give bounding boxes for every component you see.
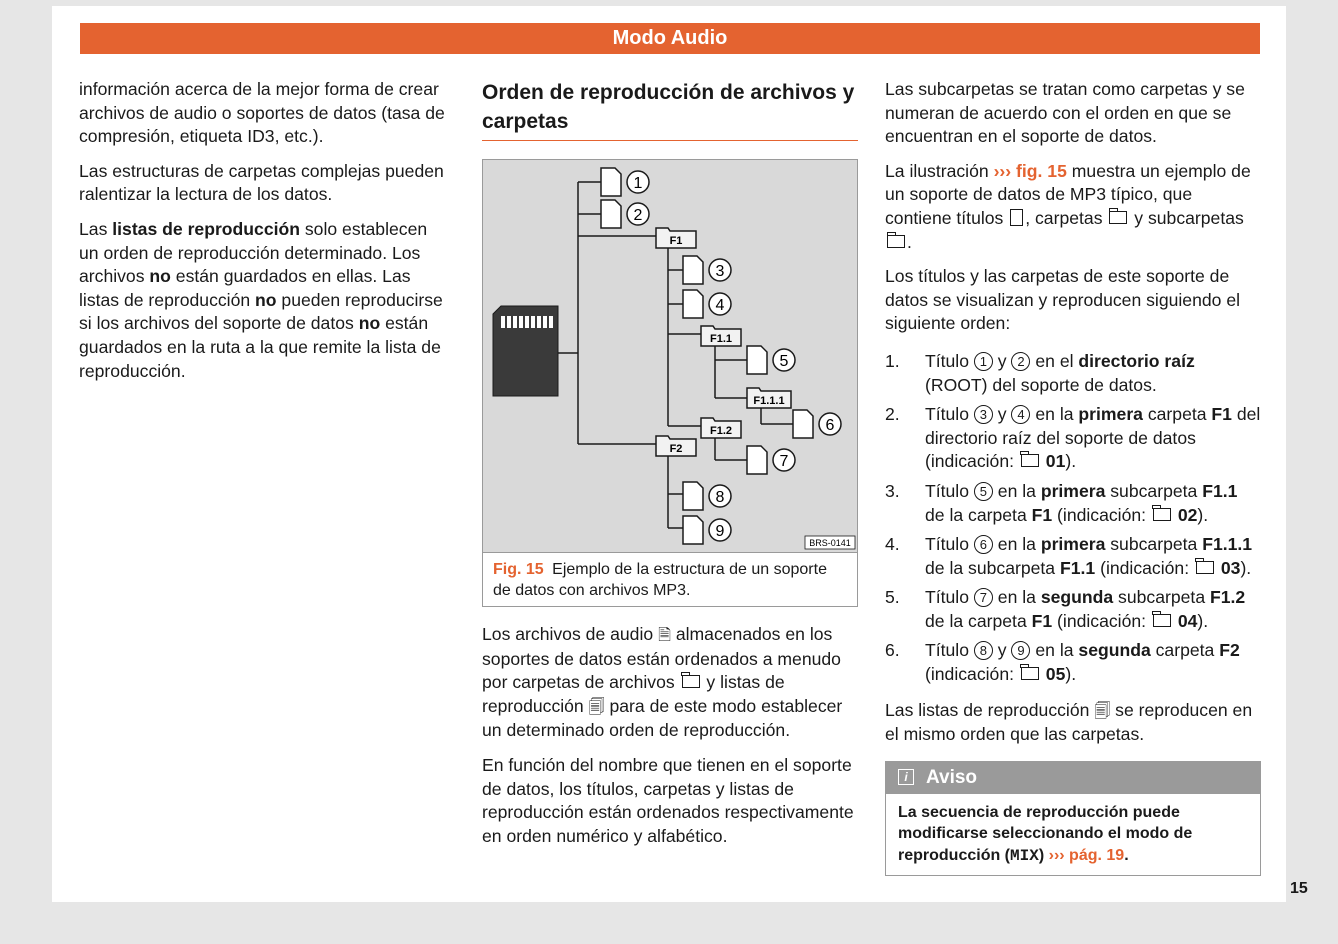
- track-number: 3: [715, 263, 725, 280]
- figure-caption: Fig. 15 Ejemplo de la estructura de un soporte de datos con archivos MP3.: [493, 561, 827, 599]
- paragraph: información acerca de la mejor forma de crear archivos de audio o soportes de datos (tasa de compresión, etiqueta ID3, etc.).: [79, 79, 445, 147]
- track-node: [683, 256, 731, 284]
- notice-body: La secuencia de reproducción puede modificarse seleccionando el modo de reproducción (MIX) ››› pág. 19.: [898, 803, 1193, 865]
- folder-label: F1: [669, 235, 683, 247]
- page-number: 15: [1290, 880, 1308, 897]
- track-number: 4: [715, 297, 725, 314]
- folder-icon: [1109, 211, 1127, 224]
- figure-link[interactable]: fig. 15: [1016, 160, 1067, 181]
- figure: [482, 159, 858, 607]
- folder-icon: [1153, 508, 1171, 521]
- list-item: 4. Título 6 en la primera subcarpeta F1.1.1 de la subcarpeta F1.1 (indicación: 03).: [885, 534, 1253, 578]
- notice-box: [885, 761, 1261, 877]
- column-middle: [482, 78, 858, 859]
- track-node: [601, 200, 649, 228]
- track-icon: [1010, 209, 1023, 226]
- paragraph: Las listas de reproducción solo establecen un orden de reproducción determinado. Los archivos no están guardados en ellas. Las listas de reproducción no pueden reproducirse si los archivos del soporte de datos no están guardados en la ruta a la que remite la lista de reproducción.: [79, 218, 443, 381]
- audio-file-icon: 🗎: [658, 627, 671, 644]
- track-number: 8: [715, 489, 725, 506]
- folder-node: [656, 228, 696, 248]
- track-number: 2: [633, 207, 643, 224]
- paragraph: Los títulos y las carpetas de este soporte de datos se visualizan y reproducen siguiendo el siguiente orden:: [885, 266, 1241, 334]
- track-node: [683, 290, 731, 318]
- list-item: 5. Título 7 en la segunda subcarpeta F1.2 de la carpeta F1 (indicación: 04).: [885, 587, 1246, 631]
- paragraph: Las subcarpetas se tratan como carpetas y se numeran de acuerdo con el orden en que se encuentran en el soporte de datos.: [885, 79, 1245, 147]
- folder-icon: [1153, 614, 1171, 627]
- link-arrow: ›››: [993, 160, 1012, 181]
- paragraph: Los archivos de audio 🗎 almacenados en los soportes de datos están ordenados a menudo por carpetas de archivos y listas de reproducción 🗐 para de este modo establecer un determinado orden de reproducción.: [482, 624, 843, 741]
- figure-label: Fig. 15: [493, 561, 544, 578]
- column-right: [885, 78, 1261, 876]
- track-number-badge: 2: [1011, 352, 1030, 371]
- paragraph: En función del nombre que tienen en el soporte de datos, los títulos, carpetas y listas de reproducción están ordenados respectivamente en orden numérico y alfabético.: [482, 754, 854, 846]
- track-node: [683, 516, 731, 544]
- folder-node: [701, 418, 741, 438]
- track-number-badge: 5: [974, 482, 993, 501]
- column-left: [79, 78, 451, 394]
- track-number: 7: [779, 453, 789, 470]
- page-header: Modo Audio: [80, 23, 1260, 54]
- playlist-icon: 🗐: [1094, 702, 1111, 720]
- track-number-badge: 7: [974, 588, 993, 607]
- folder-icon: [1196, 561, 1214, 574]
- folder-label: F1.1.1: [753, 395, 785, 407]
- paragraph: La ilustración ››› fig. 15 muestra un ejemplo de un soporte de datos de MP3 típico, que contiene títulos , carpetas y subcarpetas .: [885, 160, 1251, 252]
- subfolder-icon: [887, 235, 905, 248]
- track-node: [601, 168, 649, 196]
- track-node: [747, 446, 795, 474]
- order-list: [885, 350, 1261, 687]
- paragraph: Las estructuras de carpetas complejas pueden ralentizar la lectura de los datos.: [79, 160, 444, 205]
- folder-label: F1.1: [709, 333, 733, 345]
- folder-icon: [1021, 454, 1039, 467]
- track-node: [683, 482, 731, 510]
- track-node: [793, 410, 841, 438]
- folder-label: F1.2: [709, 425, 733, 437]
- playlist-icon: 🗐: [588, 698, 605, 716]
- figure-code: BRS-0141: [809, 538, 851, 548]
- track-number-badge: 4: [1011, 405, 1030, 424]
- folder-icon: [1021, 667, 1039, 680]
- folder-node: [701, 326, 741, 346]
- track-number: 1: [633, 175, 643, 192]
- list-item: 6. Título 8 y 9 en la segunda carpeta F2 (indicación: 05).: [885, 640, 1240, 685]
- track-node: [747, 346, 795, 374]
- sd-card-icon: [493, 306, 558, 396]
- section-title: Orden de reproducción de archivos y carpetas: [482, 78, 858, 141]
- tree-items: [601, 168, 841, 544]
- track-number-badge: 9: [1011, 641, 1030, 660]
- track-number: 9: [715, 523, 725, 540]
- folder-label: F2: [669, 443, 683, 455]
- track-number-badge: 1: [974, 352, 993, 371]
- page-link[interactable]: pág. 19: [1069, 846, 1125, 864]
- list-item: 1. Título 1 y 2 en el directorio raíz (ROOT) del soporte de datos.: [885, 350, 1195, 395]
- list-item: 2. Título 3 y 4 en la primera carpeta F1 del directorio raíz del soporte de datos (indicación: 01).: [885, 404, 1261, 472]
- paragraph: Las listas de reproducción 🗐 se reproducen en el mismo orden que las carpetas.: [885, 699, 1253, 745]
- folder-tree-diagram: [483, 160, 857, 552]
- track-number-badge: 8: [974, 641, 993, 660]
- folder-node: [656, 436, 696, 456]
- info-icon: i: [898, 769, 914, 785]
- track-number-badge: 3: [974, 405, 993, 424]
- list-item: 3. Título 5 en la primera subcarpeta F1.1 de la carpeta F1 (indicación: 02).: [885, 480, 1238, 525]
- folder-node: [747, 388, 791, 408]
- folder-icon: [682, 675, 700, 688]
- track-number: 5: [779, 353, 789, 370]
- track-number-badge: 6: [974, 535, 993, 554]
- folder-tree-illustration: [483, 160, 857, 553]
- track-number: 6: [825, 417, 835, 434]
- notice-header: i Aviso: [886, 762, 1260, 794]
